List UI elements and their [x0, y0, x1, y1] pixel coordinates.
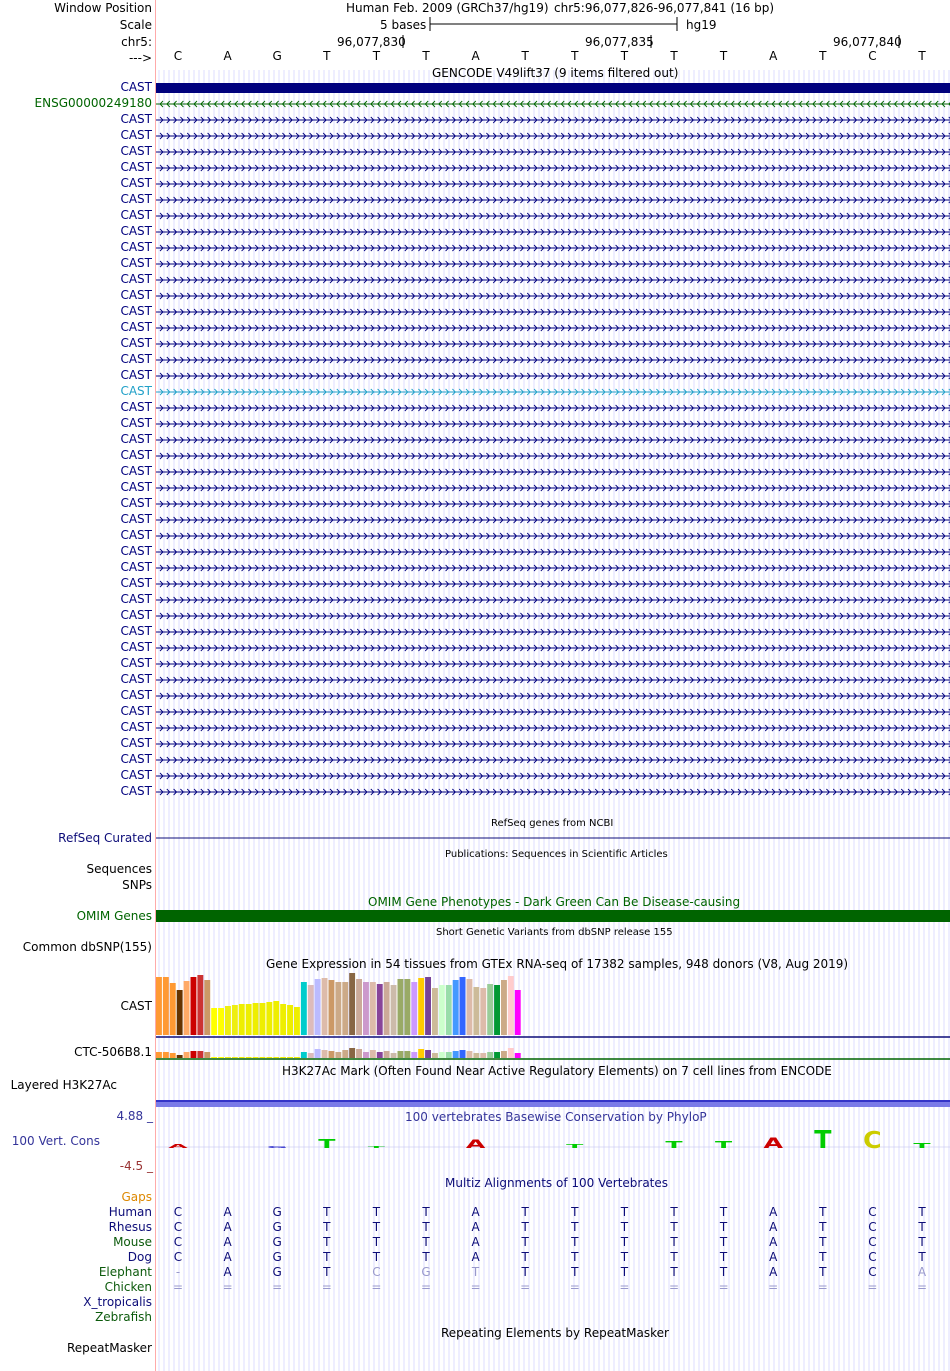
gencode-item-label[interactable]: CAST [120, 240, 152, 254]
omim-track-label[interactable]: OMIM Genes [76, 909, 152, 923]
gencode-item-label[interactable]: CAST [120, 80, 152, 94]
genome-browser-image[interactable] [156, 0, 950, 1371]
gencode-item-label[interactable]: CAST [120, 656, 152, 670]
gencode-item-label[interactable]: CAST [120, 432, 152, 446]
scale-label: Scale [119, 18, 152, 32]
gencode-item-label[interactable]: CAST [120, 624, 152, 638]
gencode-item-label[interactable]: CAST [120, 496, 152, 510]
gencode-item-label[interactable]: CAST [120, 448, 152, 462]
dbsnp-track-label[interactable]: Common dbSNP(155) [22, 940, 152, 954]
species-label[interactable]: Chicken [104, 1280, 152, 1294]
h3k27ac-track-label[interactable]: Layered H3K27Ac [10, 1078, 117, 1092]
gencode-item-label[interactable]: CAST [120, 352, 152, 366]
species-label[interactable]: Zebrafish [95, 1310, 152, 1324]
gencode-item-label[interactable]: CAST [120, 272, 152, 286]
gencode-item-label[interactable]: CAST [120, 384, 152, 398]
gene-exon-block [156, 83, 950, 93]
species-label[interactable]: Elephant [98, 1265, 152, 1279]
species-label[interactable]: Human [108, 1205, 152, 1219]
gencode-item-label[interactable]: CAST [120, 400, 152, 414]
gencode-item-label[interactable]: CAST [120, 752, 152, 766]
species-label[interactable]: Dog [127, 1250, 152, 1264]
gencode-item-label[interactable]: CAST [120, 112, 152, 126]
gencode-item-label[interactable]: CAST [120, 192, 152, 206]
gencode-item-label[interactable]: CAST [120, 464, 152, 478]
gencode-item-label[interactable]: CAST [120, 560, 152, 574]
gencode-item-label[interactable]: CAST [120, 784, 152, 798]
gencode-item-label[interactable]: CAST [120, 480, 152, 494]
gencode-item-label[interactable]: CAST [120, 128, 152, 142]
gtex-ctc-label[interactable]: CTC-506B8.1 [74, 1045, 152, 1059]
phylop-min-label: -4.5 _ [119, 1159, 153, 1173]
phylop-max-label: 4.88 _ [116, 1109, 153, 1123]
gencode-item-label[interactable]: CAST [120, 368, 152, 382]
gencode-item-label[interactable]: CAST [120, 288, 152, 302]
gencode-item-label[interactable]: CAST [120, 640, 152, 654]
gencode-item-label[interactable]: CAST [120, 608, 152, 622]
gtex-cast-label[interactable]: CAST [120, 999, 152, 1013]
publications-snps-label[interactable]: SNPs [122, 878, 152, 892]
gencode-item-label[interactable]: CAST [120, 224, 152, 238]
window-position-label: Window Position [54, 1, 152, 15]
phylop-track-label[interactable]: 100 Vert. Cons [11, 1134, 100, 1148]
gencode-item-label[interactable]: CAST [120, 416, 152, 430]
multiz-gaps-label: Gaps [121, 1190, 152, 1204]
gencode-item-label[interactable]: CAST [120, 768, 152, 782]
strand-label: ---> [128, 51, 152, 65]
gencode-item-label[interactable]: CAST [120, 576, 152, 590]
repeatmasker-track-label[interactable]: RepeatMasker [66, 1341, 152, 1355]
track-label-panel [0, 0, 155, 1371]
gencode-item-label[interactable]: CAST [120, 208, 152, 222]
gencode-item-label[interactable]: CAST [120, 704, 152, 718]
gencode-item-label[interactable]: CAST [120, 176, 152, 190]
gencode-item-label[interactable]: CAST [120, 528, 152, 542]
gencode-item-label[interactable]: CAST [120, 592, 152, 606]
species-label[interactable]: Rhesus [108, 1220, 152, 1234]
species-label[interactable]: X_tropicalis [83, 1295, 152, 1309]
species-label[interactable]: Mouse [113, 1235, 152, 1249]
gencode-item-label[interactable]: CAST [120, 512, 152, 526]
gencode-item-label[interactable]: CAST [120, 144, 152, 158]
chrom-label: chr5: [121, 35, 152, 49]
gencode-item-label[interactable]: CAST [120, 160, 152, 174]
gencode-item-label[interactable]: CAST [120, 320, 152, 334]
gencode-item-label[interactable]: CAST [120, 336, 152, 350]
publications-track-label[interactable]: Sequences [86, 862, 152, 876]
gencode-item-label[interactable]: CAST [120, 672, 152, 686]
gencode-item-label[interactable]: CAST [120, 304, 152, 318]
gencode-item-label[interactable]: CAST [120, 736, 152, 750]
gencode-item-label[interactable]: CAST [120, 720, 152, 734]
refseq-track-label[interactable]: RefSeq Curated [58, 831, 152, 845]
gencode-item-label[interactable]: CAST [120, 256, 152, 270]
gencode-item-label[interactable]: CAST [120, 544, 152, 558]
gencode-item-label[interactable]: ENSG00000249180 [34, 96, 152, 110]
gencode-item-label[interactable]: CAST [120, 688, 152, 702]
